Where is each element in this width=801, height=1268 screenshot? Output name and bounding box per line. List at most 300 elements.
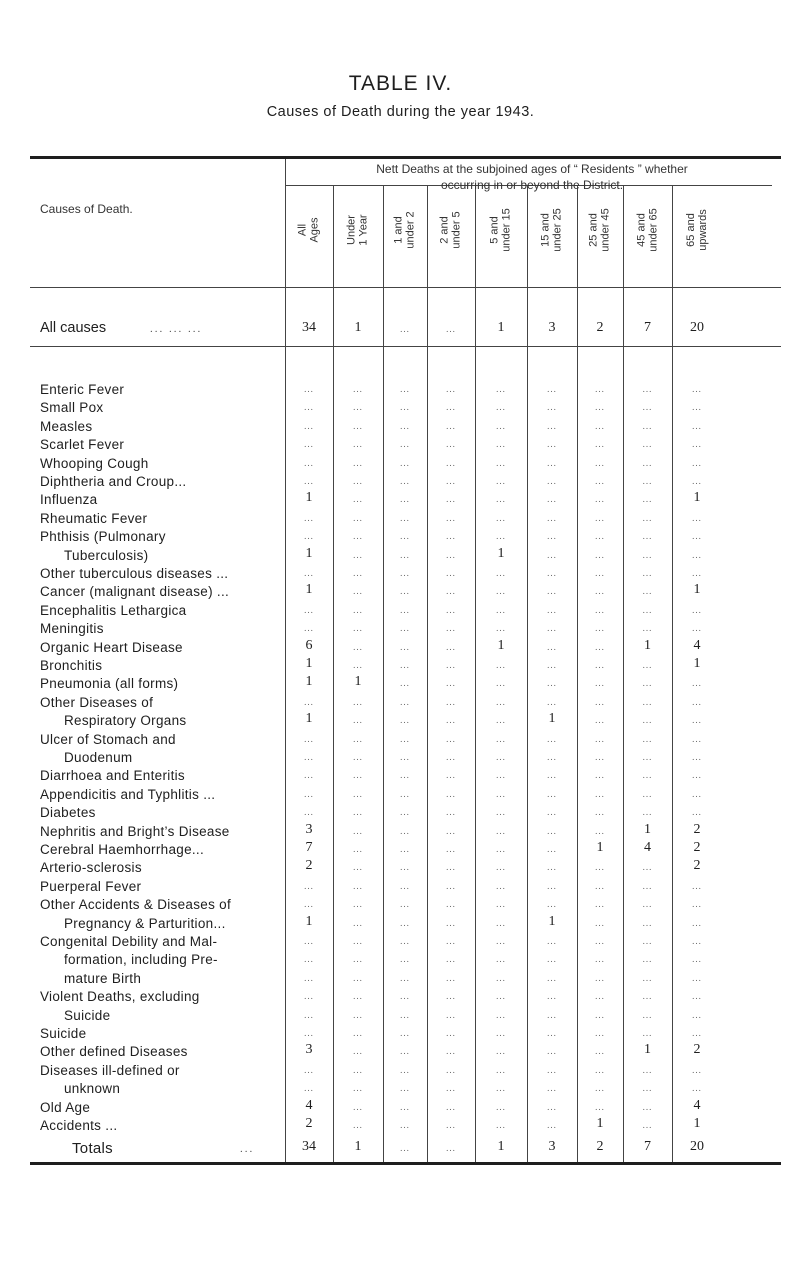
cause-row-empty-cell: ... [595, 476, 605, 486]
cause-row-empty-cell: ... [400, 402, 410, 413]
cause-row-empty-cell: ... [595, 696, 605, 707]
cause-row-empty-cell: ... [496, 862, 506, 873]
cause-row-empty-cell: ... [692, 770, 702, 781]
cause-row-empty-cell: ... [446, 604, 456, 615]
cause-row-empty-cell: ... [547, 402, 557, 413]
cause-row-empty-cell: ... [304, 568, 314, 578]
cause-row-empty-cell: ... [595, 420, 605, 431]
cause-row-empty-cell: ... [400, 696, 410, 707]
cause-row-empty-cell: ... [446, 623, 456, 634]
cause-row-empty-cell: ... [595, 972, 605, 983]
cause-row-empty-cell: ... [400, 678, 410, 689]
column-divider [383, 186, 384, 1162]
cause-row-empty-cell: ... [692, 678, 702, 689]
cause-row-empty-cell: ... [692, 936, 702, 946]
cause-row-empty-cell: ... [547, 678, 557, 689]
cause-label: Accidents ... [40, 1118, 118, 1133]
cause-row-empty-cell: ... [547, 604, 557, 615]
header-banner-line1: Nett Deaths at the subjoined ages of “ Residents ” whether [376, 162, 688, 176]
allcauses-rule [30, 346, 781, 347]
cause-row-empty-cell: ... [446, 788, 456, 799]
cause-row-empty-cell: ... [496, 991, 506, 1002]
cause-row-empty-cell: ... [496, 439, 506, 450]
cause-row-empty-cell: ... [400, 641, 410, 652]
cause-row-empty-cell: ... [446, 420, 456, 431]
cause-row-empty-cell: ... [496, 1028, 506, 1038]
cause-row-empty-cell: ... [446, 660, 456, 670]
cause-row-empty-cell: ... [642, 586, 653, 597]
cause-row-empty-cell: ... [595, 1083, 605, 1094]
cause-row-empty-cell: ... [446, 1028, 456, 1038]
cause-label: Puerperal Fever [40, 878, 142, 894]
cause-row-empty-cell: ... [446, 899, 456, 910]
cause-row-empty-cell: ... [642, 862, 653, 873]
cause-row-empty-cell: ... [353, 991, 363, 1002]
cause-label: Ulcer of Stomach and [40, 731, 176, 747]
cause-row-empty-cell: ... [547, 770, 557, 781]
cause-row-empty-cell: ... [496, 660, 506, 670]
cause-row-empty-cell: ... [496, 899, 506, 910]
cause-row-value: 1 [497, 637, 505, 653]
cause-row-empty-cell: ... [400, 568, 410, 578]
cause-row-empty-cell: ... [595, 494, 605, 505]
age-column-header [623, 190, 672, 270]
all-causes-value: 1 [354, 320, 362, 335]
cause-row-empty-cell: ... [595, 402, 605, 413]
cause-row-empty-cell: ... [304, 1009, 314, 1020]
cause-row-empty-cell: ... [353, 494, 363, 505]
cause-row-empty-cell: ... [642, 972, 653, 983]
all-causes-value: 20 [690, 320, 704, 335]
cause-row-empty-cell: ... [595, 660, 605, 670]
all-causes-value: 7 [644, 320, 651, 335]
cause-label: Measles [40, 418, 93, 434]
cause-row-empty-cell: ... [496, 770, 506, 781]
cause-row-empty-cell: ... [400, 825, 410, 836]
cause-row-empty-cell: ... [692, 384, 702, 394]
cause-row-empty-cell: ... [642, 936, 653, 946]
cause-row-empty-cell: ... [496, 696, 506, 707]
cause-label: Appendicitis and Typhlitis ... [40, 786, 216, 802]
cause-row-empty-cell: ... [642, 1064, 653, 1075]
cause-row-empty-cell: ... [400, 586, 410, 597]
cause-row-empty-cell: ... [595, 807, 605, 818]
cause-row-empty-cell: ... [446, 715, 456, 726]
cause-row-empty-cell: ... [496, 844, 506, 854]
cause-row-empty-cell: ... [595, 549, 605, 560]
column-divider [527, 186, 528, 1162]
cause-row-value: 1 [548, 711, 556, 727]
cause-row-empty-cell: ... [446, 880, 456, 891]
cause-row-empty-cell: ... [353, 512, 363, 523]
cause-row-empty-cell: ... [446, 917, 456, 928]
causes-column-header: Causes of Death. [40, 202, 133, 216]
cause-row-empty-cell: ... [400, 660, 410, 670]
cause-row-empty-cell: ... [400, 1101, 410, 1112]
cause-row-empty-cell: ... [304, 696, 314, 707]
age-column-label: Under 1 Year [345, 214, 370, 246]
totals-value: 34 [302, 1139, 316, 1154]
cause-row-empty-cell: ... [692, 1009, 702, 1020]
cause-row-value: 1 [548, 913, 556, 929]
cause-row-empty-cell: ... [547, 512, 557, 523]
cause-row-empty-cell: ... [595, 862, 605, 873]
cause-row-value: 1 [644, 1042, 651, 1058]
cause-row-empty-cell: ... [595, 1064, 605, 1075]
cause-row-empty-cell: ... [642, 954, 653, 965]
cause-row-empty-cell: ... [496, 604, 506, 615]
cause-row-empty-cell: ... [496, 936, 506, 946]
cause-row-empty-cell: ... [353, 880, 363, 891]
cause-row-empty-cell: ... [304, 1028, 314, 1038]
cause-row-empty-cell: ... [353, 402, 363, 413]
cause-row-empty-cell: ... [304, 991, 314, 1002]
leader-dots: ... [240, 1143, 255, 1155]
cause-row-empty-cell: ... [353, 788, 363, 799]
cause-row-empty-cell: ... [642, 899, 653, 910]
cause-row-empty-cell: ... [547, 623, 557, 634]
column-divider [475, 186, 476, 1162]
cause-row-empty-cell: ... [400, 862, 410, 873]
cause-row-empty-cell: ... [446, 936, 456, 946]
cause-row-value: 4 [644, 840, 651, 855]
cause-row-empty-cell: ... [595, 623, 605, 634]
table-subtitle: Causes of Death during the year 1943. [266, 104, 535, 120]
cause-row-value: 1 [693, 1116, 701, 1131]
cause-row-value: 1 [644, 637, 651, 653]
cause-row-empty-cell: ... [642, 1028, 653, 1038]
cause-row-value: 1 [693, 490, 701, 506]
cause-row-empty-cell: ... [547, 1064, 557, 1075]
cause-row-empty-cell: ... [446, 972, 456, 983]
cause-row-empty-cell: ... [692, 531, 702, 542]
column-divider [577, 186, 578, 1162]
cause-row-empty-cell: ... [446, 549, 456, 560]
cause-row-empty-cell: ... [304, 384, 314, 394]
cause-row-empty-cell: ... [692, 991, 702, 1002]
cause-row-empty-cell: ... [642, 512, 653, 523]
cause-row-empty-cell: ... [692, 439, 702, 450]
cause-row-empty-cell: ... [642, 604, 653, 615]
cause-row-empty-cell: ... [353, 752, 363, 762]
totals-value: 20 [690, 1139, 704, 1154]
cause-row-empty-cell: ... [400, 494, 410, 505]
cause-row-empty-cell: ... [692, 1028, 702, 1038]
cause-row-empty-cell: ... [353, 531, 363, 542]
cause-row-empty-cell: ... [642, 439, 653, 450]
cause-row-empty-cell: ... [496, 678, 506, 689]
cause-row-empty-cell: ... [400, 1064, 410, 1075]
cause-row-empty-cell: ... [692, 402, 702, 413]
cause-label: Other defined Diseases [40, 1044, 188, 1060]
cause-row-empty-cell: ... [496, 586, 506, 597]
cause-row-empty-cell: ... [547, 1101, 557, 1112]
cause-row-empty-cell: ... [446, 862, 456, 873]
cause-row-empty-cell: ... [353, 457, 363, 468]
cause-row-empty-cell: ... [400, 439, 410, 450]
cause-label: Diarrhoea and Enteritis [40, 768, 185, 784]
cause-label: Organic Heart Disease [40, 639, 183, 655]
cause-label: Diphtheria and Croup... [40, 474, 187, 489]
all-causes-empty-cell: ... [446, 324, 456, 334]
cause-row-empty-cell: ... [496, 715, 506, 726]
cause-row-empty-cell: ... [496, 457, 506, 468]
cause-row-empty-cell: ... [304, 788, 314, 799]
cause-row-empty-cell: ... [547, 862, 557, 873]
all-causes-value: 3 [548, 320, 556, 335]
totals-label: Totals [72, 1140, 113, 1157]
cause-row-empty-cell: ... [400, 807, 410, 818]
cause-row-empty-cell: ... [353, 1083, 363, 1094]
cause-row-empty-cell: ... [446, 1064, 456, 1075]
column-divider [623, 186, 624, 1162]
cause-label: Old Age [40, 1099, 91, 1115]
cause-row-empty-cell: ... [400, 844, 410, 854]
cause-row-value: 1 [596, 1116, 604, 1131]
age-column-header [333, 190, 383, 270]
cause-label: Congenital Debility and Mal- [40, 934, 218, 949]
cause-row-empty-cell: ... [496, 972, 506, 983]
age-column-header [672, 190, 722, 270]
cause-row-empty-cell: ... [496, 512, 506, 523]
cause-row-empty-cell: ... [400, 476, 410, 486]
cause-row-empty-cell: ... [304, 1083, 314, 1094]
cause-row-empty-cell: ... [547, 568, 557, 578]
cause-row-value: 1 [305, 711, 313, 727]
cause-row-empty-cell: ... [400, 936, 410, 946]
cause-row-empty-cell: ... [353, 1101, 363, 1112]
cause-row-empty-cell: ... [642, 1009, 653, 1020]
all-causes-value: 34 [302, 320, 316, 335]
cause-row-empty-cell: ... [642, 420, 653, 431]
cause-row-empty-cell: ... [446, 1046, 456, 1057]
all-causes-label: All causes [40, 320, 107, 336]
cause-row-empty-cell: ... [400, 991, 410, 1002]
cause-row-empty-cell: ... [446, 476, 456, 486]
cause-row-empty-cell: ... [446, 678, 456, 689]
cause-row-empty-cell: ... [547, 844, 557, 854]
cause-label: Cancer (malignant disease) ... [40, 584, 230, 600]
cause-row-empty-cell: ... [547, 972, 557, 983]
cause-row-empty-cell: ... [304, 604, 314, 615]
cause-row-empty-cell: ... [353, 807, 363, 818]
cause-row-empty-cell: ... [692, 917, 702, 928]
cause-row-empty-cell: ... [353, 586, 363, 597]
cause-row-empty-cell: ... [547, 439, 557, 450]
cause-row-empty-cell: ... [353, 954, 363, 965]
cause-row-value: 2 [693, 840, 701, 855]
cause-row-empty-cell: ... [547, 586, 557, 597]
cause-label: Respiratory Organs [64, 713, 187, 729]
cause-row-empty-cell: ... [642, 623, 653, 634]
cause-row-empty-cell: ... [642, 384, 653, 394]
age-column-label: 2 and under 5 [439, 211, 463, 249]
cause-row-empty-cell: ... [496, 402, 506, 413]
cause-row-empty-cell: ... [446, 1120, 456, 1130]
totals-value: 7 [644, 1139, 651, 1154]
cause-row-empty-cell: ... [595, 770, 605, 781]
cause-row-empty-cell: ... [446, 696, 456, 707]
all-causes-empty-cell: ... [400, 324, 410, 334]
cause-row-empty-cell: ... [642, 457, 653, 468]
all-causes-value: 1 [497, 320, 505, 335]
cause-label: Small Pox [40, 400, 104, 416]
cause-row-empty-cell: ... [595, 788, 605, 799]
cause-row-empty-cell: ... [642, 752, 653, 762]
cause-row-empty-cell: ... [496, 1064, 506, 1075]
totals-empty-cell: ... [446, 1143, 456, 1153]
cause-row-empty-cell: ... [304, 936, 314, 946]
totals-empty-cell: ... [400, 1143, 410, 1153]
cause-row-empty-cell: ... [353, 1046, 363, 1057]
cause-row-empty-cell: ... [642, 715, 653, 726]
cause-label: Diabetes [40, 805, 96, 821]
age-column-label: 1 and under 2 [393, 211, 417, 249]
cause-row-empty-cell: ... [595, 586, 605, 597]
cause-row-empty-cell: ... [595, 825, 605, 836]
age-column-label: All Ages [296, 217, 321, 243]
cause-label: Violent Deaths, excluding [40, 989, 200, 1005]
cause-row-empty-cell: ... [547, 752, 557, 762]
cause-row-empty-cell: ... [496, 420, 506, 431]
cause-row-empty-cell: ... [400, 954, 410, 965]
cause-label: Meningitis [40, 621, 104, 637]
cause-row-empty-cell: ... [446, 457, 456, 468]
cause-row-empty-cell: ... [304, 531, 314, 542]
totals-value: 3 [548, 1139, 556, 1154]
cause-row-empty-cell: ... [353, 899, 363, 910]
cause-row-empty-cell: ... [547, 1120, 557, 1130]
cause-row-empty-cell: ... [692, 807, 702, 818]
cause-row-empty-cell: ... [353, 825, 363, 836]
cause-row-empty-cell: ... [692, 549, 702, 560]
cause-row-empty-cell: ... [400, 512, 410, 523]
cause-row-empty-cell: ... [595, 457, 605, 468]
cause-row-empty-cell: ... [446, 568, 456, 578]
cause-row-empty-cell: ... [446, 1083, 456, 1094]
cause-row-empty-cell: ... [304, 899, 314, 910]
cause-row-empty-cell: ... [353, 862, 363, 873]
cause-row-empty-cell: ... [400, 457, 410, 468]
cause-label: Enteric Fever [40, 382, 125, 397]
cause-label: Tuberculosis) [64, 547, 149, 563]
cause-row-empty-cell: ... [353, 972, 363, 983]
cause-row-empty-cell: ... [304, 880, 314, 891]
cause-row-empty-cell: ... [400, 1046, 410, 1057]
cause-row-empty-cell: ... [692, 420, 702, 431]
cause-row-empty-cell: ... [304, 752, 314, 762]
cause-row-empty-cell: ... [595, 899, 605, 910]
cause-label: Other Accidents & Diseases of [40, 897, 232, 913]
cause-label: Arterio-sclerosis [40, 860, 142, 876]
cause-row-empty-cell: ... [692, 476, 702, 486]
cause-label: Other Diseases of [40, 694, 154, 710]
age-column-label: 45 and under 65 [635, 208, 660, 252]
cause-row-empty-cell: ... [400, 880, 410, 891]
cause-row-empty-cell: ... [446, 733, 456, 744]
cause-label: Bronchitis [40, 658, 103, 673]
cause-row-empty-cell: ... [692, 899, 702, 910]
cause-row-empty-cell: ... [353, 549, 363, 560]
cause-row-empty-cell: ... [353, 936, 363, 946]
cause-row-empty-cell: ... [353, 844, 363, 854]
cause-row-value: 1 [305, 674, 313, 690]
cause-row-empty-cell: ... [595, 1028, 605, 1038]
cause-label: Cerebral Haemhorrhage... [40, 842, 205, 857]
cause-row-empty-cell: ... [642, 568, 653, 578]
cause-row-empty-cell: ... [446, 1009, 456, 1020]
cause-row-empty-cell: ... [496, 384, 506, 394]
cause-row-empty-cell: ... [595, 752, 605, 762]
cause-row-empty-cell: ... [642, 660, 653, 670]
cause-row-empty-cell: ... [595, 439, 605, 450]
cause-row-value: 2 [693, 858, 701, 874]
cause-row-value: 4 [693, 1097, 701, 1113]
cause-row-empty-cell: ... [547, 384, 557, 394]
cause-row-empty-cell: ... [496, 1083, 506, 1094]
age-column-header [427, 190, 475, 270]
cause-row-empty-cell: ... [692, 752, 702, 762]
cause-row-empty-cell: ... [547, 531, 557, 542]
cause-row-empty-cell: ... [692, 512, 702, 523]
cause-row-empty-cell: ... [642, 807, 653, 818]
cause-row-empty-cell: ... [547, 549, 557, 560]
cause-row-empty-cell: ... [692, 696, 702, 707]
cause-row-empty-cell: ... [400, 715, 410, 726]
cause-row-empty-cell: ... [496, 954, 506, 965]
cause-row-empty-cell: ... [642, 770, 653, 781]
cause-row-empty-cell: ... [353, 696, 363, 707]
cause-row-empty-cell: ... [692, 954, 702, 965]
cause-row-empty-cell: ... [446, 402, 456, 413]
leader-dots: ... ... ... [150, 323, 203, 335]
cause-row-empty-cell: ... [595, 531, 605, 542]
cause-row-empty-cell: ... [446, 494, 456, 505]
cause-row-empty-cell: ... [547, 1028, 557, 1038]
cause-row-empty-cell: ... [692, 788, 702, 799]
age-column-header [285, 190, 333, 270]
cause-row-empty-cell: ... [400, 733, 410, 744]
cause-row-empty-cell: ... [304, 807, 314, 818]
cause-row-empty-cell: ... [353, 1009, 363, 1020]
cause-row-empty-cell: ... [353, 420, 363, 431]
cause-row-empty-cell: ... [642, 549, 653, 560]
cause-row-value: 2 [305, 1116, 313, 1131]
cause-row-empty-cell: ... [642, 696, 653, 707]
cause-row-empty-cell: ... [642, 1101, 653, 1112]
cause-row-value: 1 [305, 490, 313, 506]
cause-row-value: 1 [305, 582, 313, 598]
cause-row-empty-cell: ... [692, 1064, 702, 1075]
cause-row-empty-cell: ... [353, 384, 363, 394]
cause-row-empty-cell: ... [400, 788, 410, 799]
cause-row-empty-cell: ... [304, 972, 314, 983]
totals-value: 1 [354, 1139, 362, 1154]
age-column-header [383, 190, 427, 270]
cause-row-value: 1 [596, 840, 604, 855]
cause-row-empty-cell: ... [496, 531, 506, 542]
age-column-label: 65 and upwards [684, 209, 709, 251]
cause-row-empty-cell: ... [446, 954, 456, 965]
cause-row-empty-cell: ... [446, 807, 456, 818]
cause-row-empty-cell: ... [400, 1009, 410, 1020]
cause-row-empty-cell: ... [692, 880, 702, 891]
cause-row-empty-cell: ... [446, 439, 456, 450]
cause-row-empty-cell: ... [692, 733, 702, 744]
cause-row-value: 2 [693, 821, 701, 837]
cause-row-empty-cell: ... [642, 476, 653, 486]
cause-row-empty-cell: ... [692, 972, 702, 983]
